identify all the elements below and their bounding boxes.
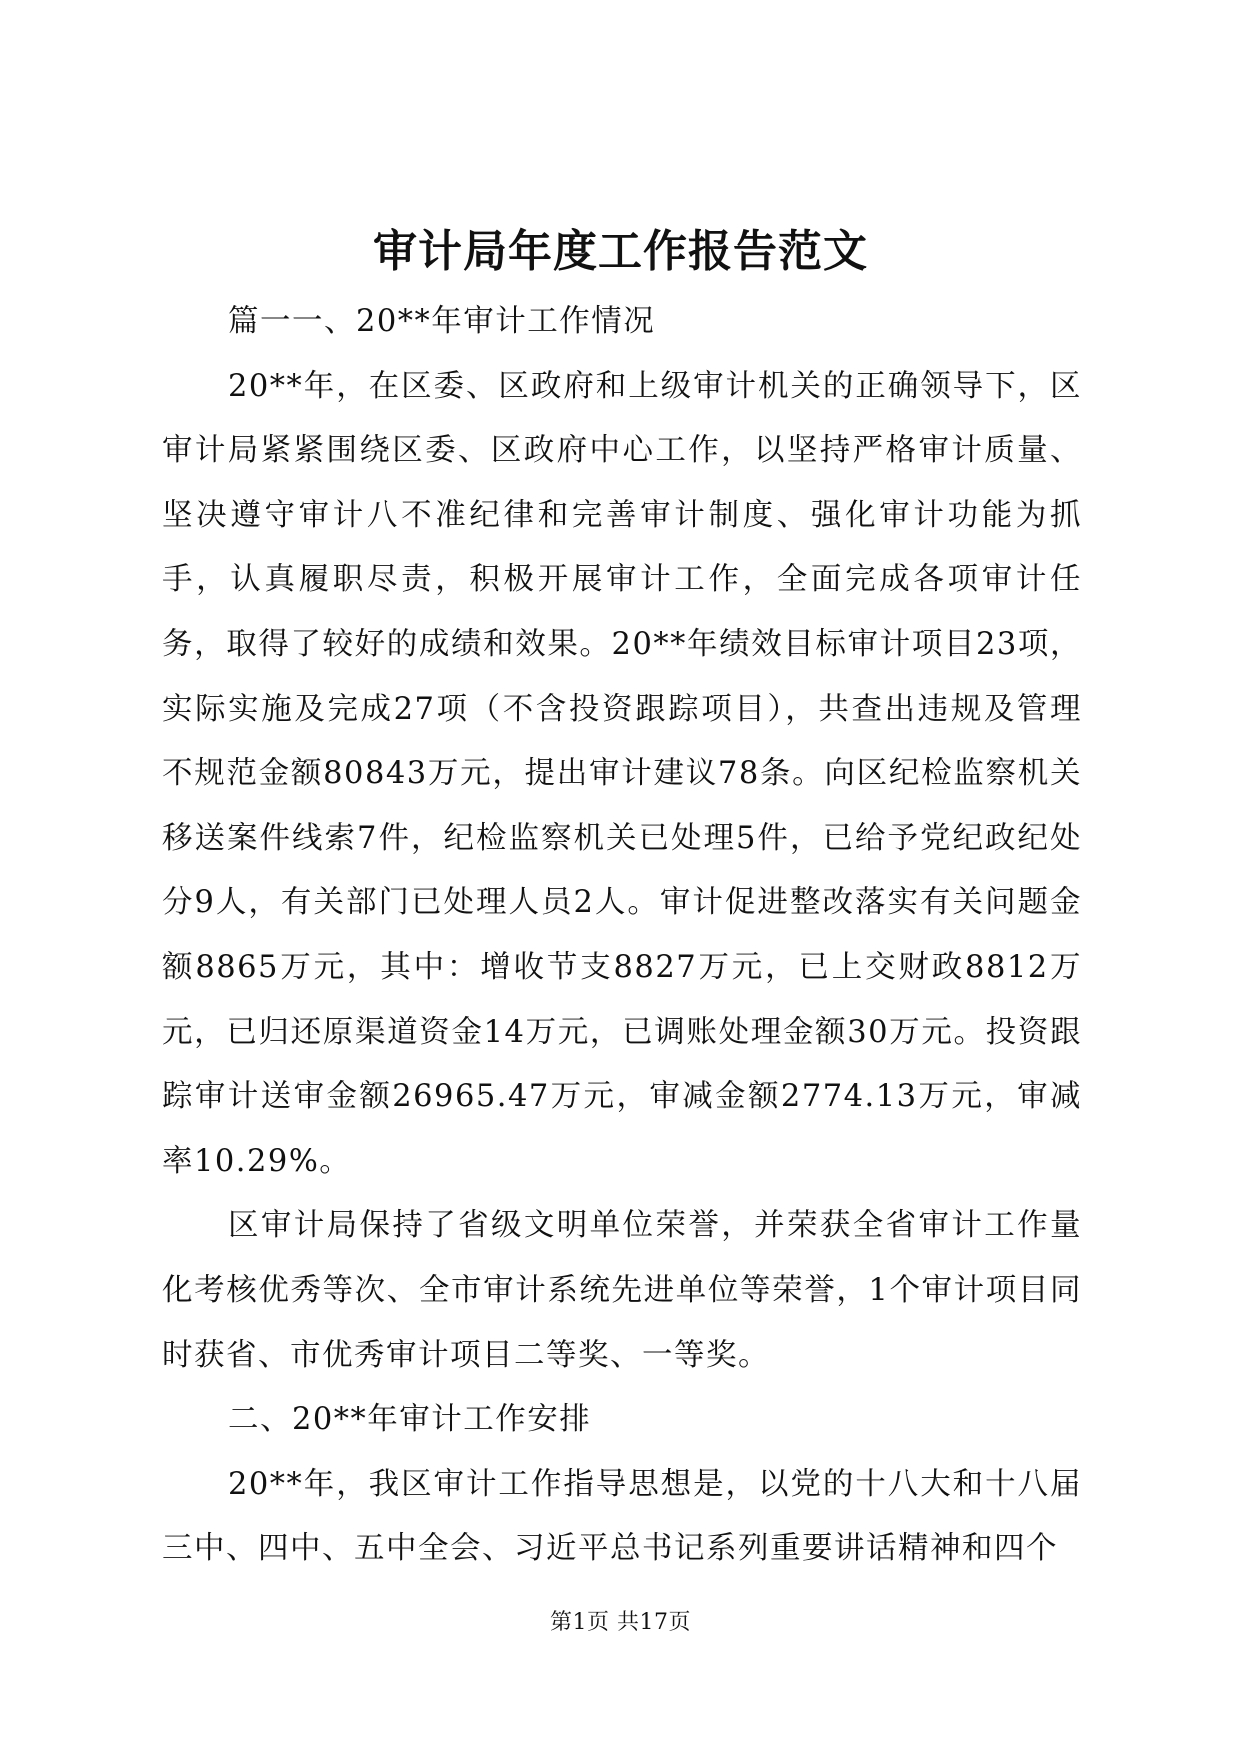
document-body (162, 290, 1082, 1582)
body-paragraph: 20**年，我区审计工作指导思想是，以党的十八大和十八届三中、四中、五中全会、习近平总书记系列重要讲话精神和四个 (162, 1466, 1082, 1567)
page-number-footer: 第1页 共17页 (550, 1610, 691, 1635)
body-paragraph: 区审计局保持了省级文明单位荣誉，并荣获全省审计工作量化考核优秀等次、全市审计系统先进单位等荣誉，1个审计项目同时获省、市优秀审计项目二等奖、一等奖。 (162, 1208, 1082, 1373)
section-heading: 二、20**年审计工作安排 (228, 1402, 592, 1438)
body-paragraph: 20**年，在区委、区政府和上级审计机关的正确领导下，区审计局紧紧围绕区委、区政府中心工作，以坚持严格审计质量、坚决遵守审计八不准纪律和完善审计制度、强化审计功能为抓手，认真履职尽责，积极开展审计工作，全面完成各项审计任务，取得了较好的成绩和效果。20**年绩效目标审计项目23项，实际实施及完成27项（不含投资跟踪项目），共查出违规及管理不规范金额80843万元，提出审计建议78条。向区纪检监察机关移送案件线索7件，纪检监察机关已处理5件，已给予党纪政纪处分9人，有关部门已处理人员2人。审计促进整改落实有关问题金额8865万元，其中：增收节支8827万元，已上交财政8812万元，已归还原渠道资金14万元，已调账处理金额30万元。投资跟踪审计送审金额26965.47万元，审减金额2774.13万元，审减率10.29%。 (162, 368, 1082, 1179)
document-title: 审计局年度工作报告范文 (373, 226, 868, 277)
section-heading: 篇一一、20**年审计工作情况 (228, 304, 656, 339)
